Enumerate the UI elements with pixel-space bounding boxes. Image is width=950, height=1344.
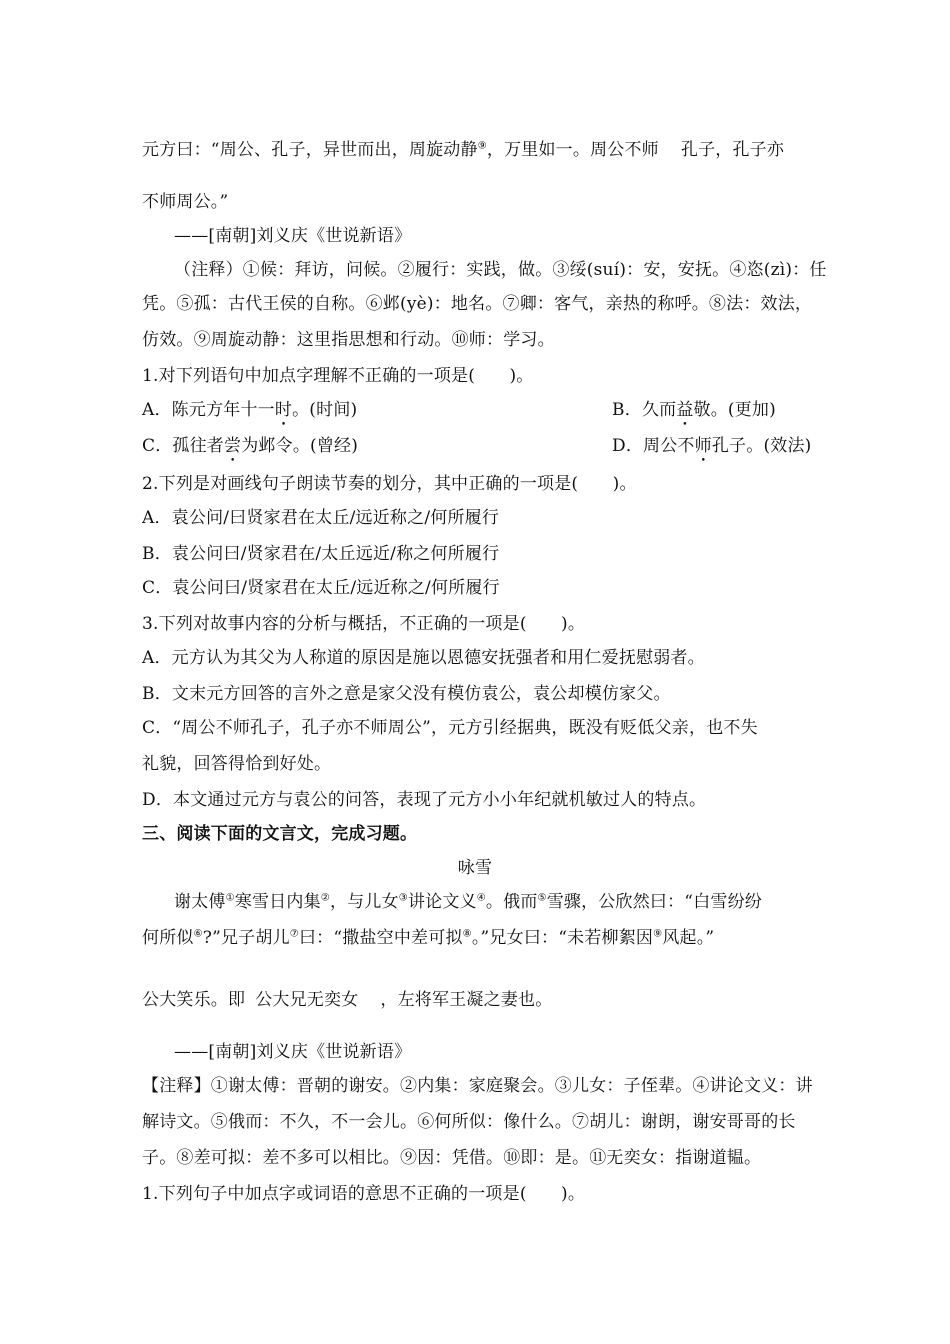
text: 。”兄女曰：“未若柳絮因 <box>471 928 654 948</box>
option-a <box>142 400 357 420</box>
annotation-line: 解诗文。⑤俄而：不久，不一会儿。⑥何所似：像什么。⑦胡儿：谢朗，谢安哥哥的长 <box>142 1112 796 1132</box>
passage-line: 不师周公。” <box>142 192 229 212</box>
question-stem: 3.下列对故事内容的分析与概括，不正确的一项是( )。 <box>142 614 586 634</box>
footnote-mark: ⑥ <box>193 928 203 940</box>
text: 寒雪日内集 <box>234 892 321 912</box>
footnote-mark: ① <box>225 892 235 904</box>
question-stem: 1.下列句子中加点字或词语的意思不正确的一项是( )。 <box>142 1184 586 1204</box>
footnote-mark: ③ <box>398 892 408 904</box>
text: B．久而 <box>612 400 677 420</box>
text: ，与儿女 <box>329 892 399 912</box>
option-c <box>142 436 358 456</box>
dotted-char: 尝 <box>224 436 242 456</box>
text: 元方曰：“周公、孔子，异世而出，周旋动静 <box>142 140 478 160</box>
dotted-char: 时 <box>274 400 293 420</box>
option-row <box>142 434 812 466</box>
text: 。(时间) <box>292 400 358 420</box>
passage-line <box>174 890 762 914</box>
source-citation: ——[南朝]刘义庆《世说新语》 <box>174 226 412 246</box>
passage-line <box>142 926 714 950</box>
annotation-line: 凭。⑤孤：古代王侯的自称。⑥邺(yè)：地名。⑦卿：客气，亲热的称呼。⑧法：效法， <box>142 294 813 314</box>
text: 公大兄无奕女 <box>255 990 359 1010</box>
text: 雪骤，公欣然曰：“白雪纷纷 <box>546 892 762 912</box>
text: ，万里如一。周公不师 <box>486 140 659 160</box>
section-heading: 三、阅读下面的文言文，完成习题。 <box>142 824 418 844</box>
text: 敬。(更加) <box>693 400 776 420</box>
dotted-char: 师 <box>694 436 712 456</box>
text: 风起。” <box>662 928 715 948</box>
dotted-char: 益 <box>676 400 694 420</box>
option-c: C．袁公问曰/贤家君在太丘/远近称之/何所履行 <box>142 578 500 598</box>
text: 讲论文义 <box>407 892 477 912</box>
option-d: D．本文通过元方与袁公的问答，表现了元方小小年纪就机敏过人的特点。 <box>142 790 707 810</box>
option-a: A．袁公问/曰贤家君在太丘/远近称之/何所履行 <box>142 508 500 528</box>
footnote-mark: ⑤ <box>537 892 547 904</box>
option-c-cont: 礼貌，回答得恰到好处。 <box>142 754 332 774</box>
option-d <box>612 434 812 466</box>
text: C．孤往者 <box>142 436 225 456</box>
footnote-mark: ② <box>320 892 330 904</box>
text: D．周公不 <box>612 436 695 456</box>
footnote-mark: ⑧ <box>462 928 472 940</box>
question-stem: 1.对下列语句中加点字理解不正确的一项是( )。 <box>142 366 534 386</box>
option-c: C．“周公不师孔子，孔子亦不师周公”，元方引经据典，既没有贬低父亲，也不失 <box>142 718 758 738</box>
footnote-mark: ⑨ <box>653 928 663 940</box>
text: 孔子，孔子亦 <box>680 140 785 160</box>
text: 曰：“撒盐空中差可拟 <box>298 928 463 948</box>
text: A．陈元方年十一 <box>142 400 275 420</box>
text: ，左将军王凝之妻也。 <box>380 990 553 1010</box>
footnote-mark: ⑦ <box>289 928 299 940</box>
annotation-line: 子。⑧差可拟：差不多可以相比。⑨因：凭借。⑩即：是。⑪无奕女：指谢道韫。 <box>142 1148 762 1168</box>
annotation-line: 【注释】①谢太傅：晋朝的谢安。②内集：家庭聚会。③儿女：子侄辈。④讲论文义：讲 <box>142 1076 813 1096</box>
text: 孔子。(效法) <box>711 436 812 456</box>
option-a: A．元方认为其父为人称道的原因是施以恩德安抚强者和用仁爱抚慰弱者。 <box>142 648 705 668</box>
annotation-line: 仿效。⑨周旋动静：这里指思想和行动。⑩师：学习。 <box>142 330 555 350</box>
footnote-mark: ④ <box>476 892 486 904</box>
passage-line <box>142 138 784 162</box>
option-b: B．袁公问曰/贤家君在/太丘远近/称之何所履行 <box>142 544 500 564</box>
source-citation: ——[南朝]刘义庆《世说新语》 <box>174 1042 412 1062</box>
text: ?”兄子胡儿 <box>202 928 290 948</box>
text: 为邺令。(曾经) <box>241 436 359 456</box>
text: 。俄而 <box>485 892 538 912</box>
passage-line <box>142 988 552 1012</box>
option-b: B．文末元方回答的言外之意是家父没有模仿袁公，袁公却模仿家父。 <box>142 684 671 704</box>
annotation-line: （注释）①候：拜访，问候。②履行：实践，做。③绥(suí)：安，安抚。④恣(zì)：任 <box>174 260 827 280</box>
footnote-mark: ⑨ <box>477 140 487 152</box>
text: 何所似 <box>142 928 194 948</box>
option-b <box>612 398 776 430</box>
option-row <box>142 398 776 430</box>
text: 公大笑乐。即 <box>142 990 246 1010</box>
question-stem: 2.下列是对画线句子朗读节奏的划分，其中正确的一项是( )。 <box>142 474 637 494</box>
text: 谢太傅 <box>174 892 226 912</box>
poem-title: 咏雪 <box>457 858 493 878</box>
